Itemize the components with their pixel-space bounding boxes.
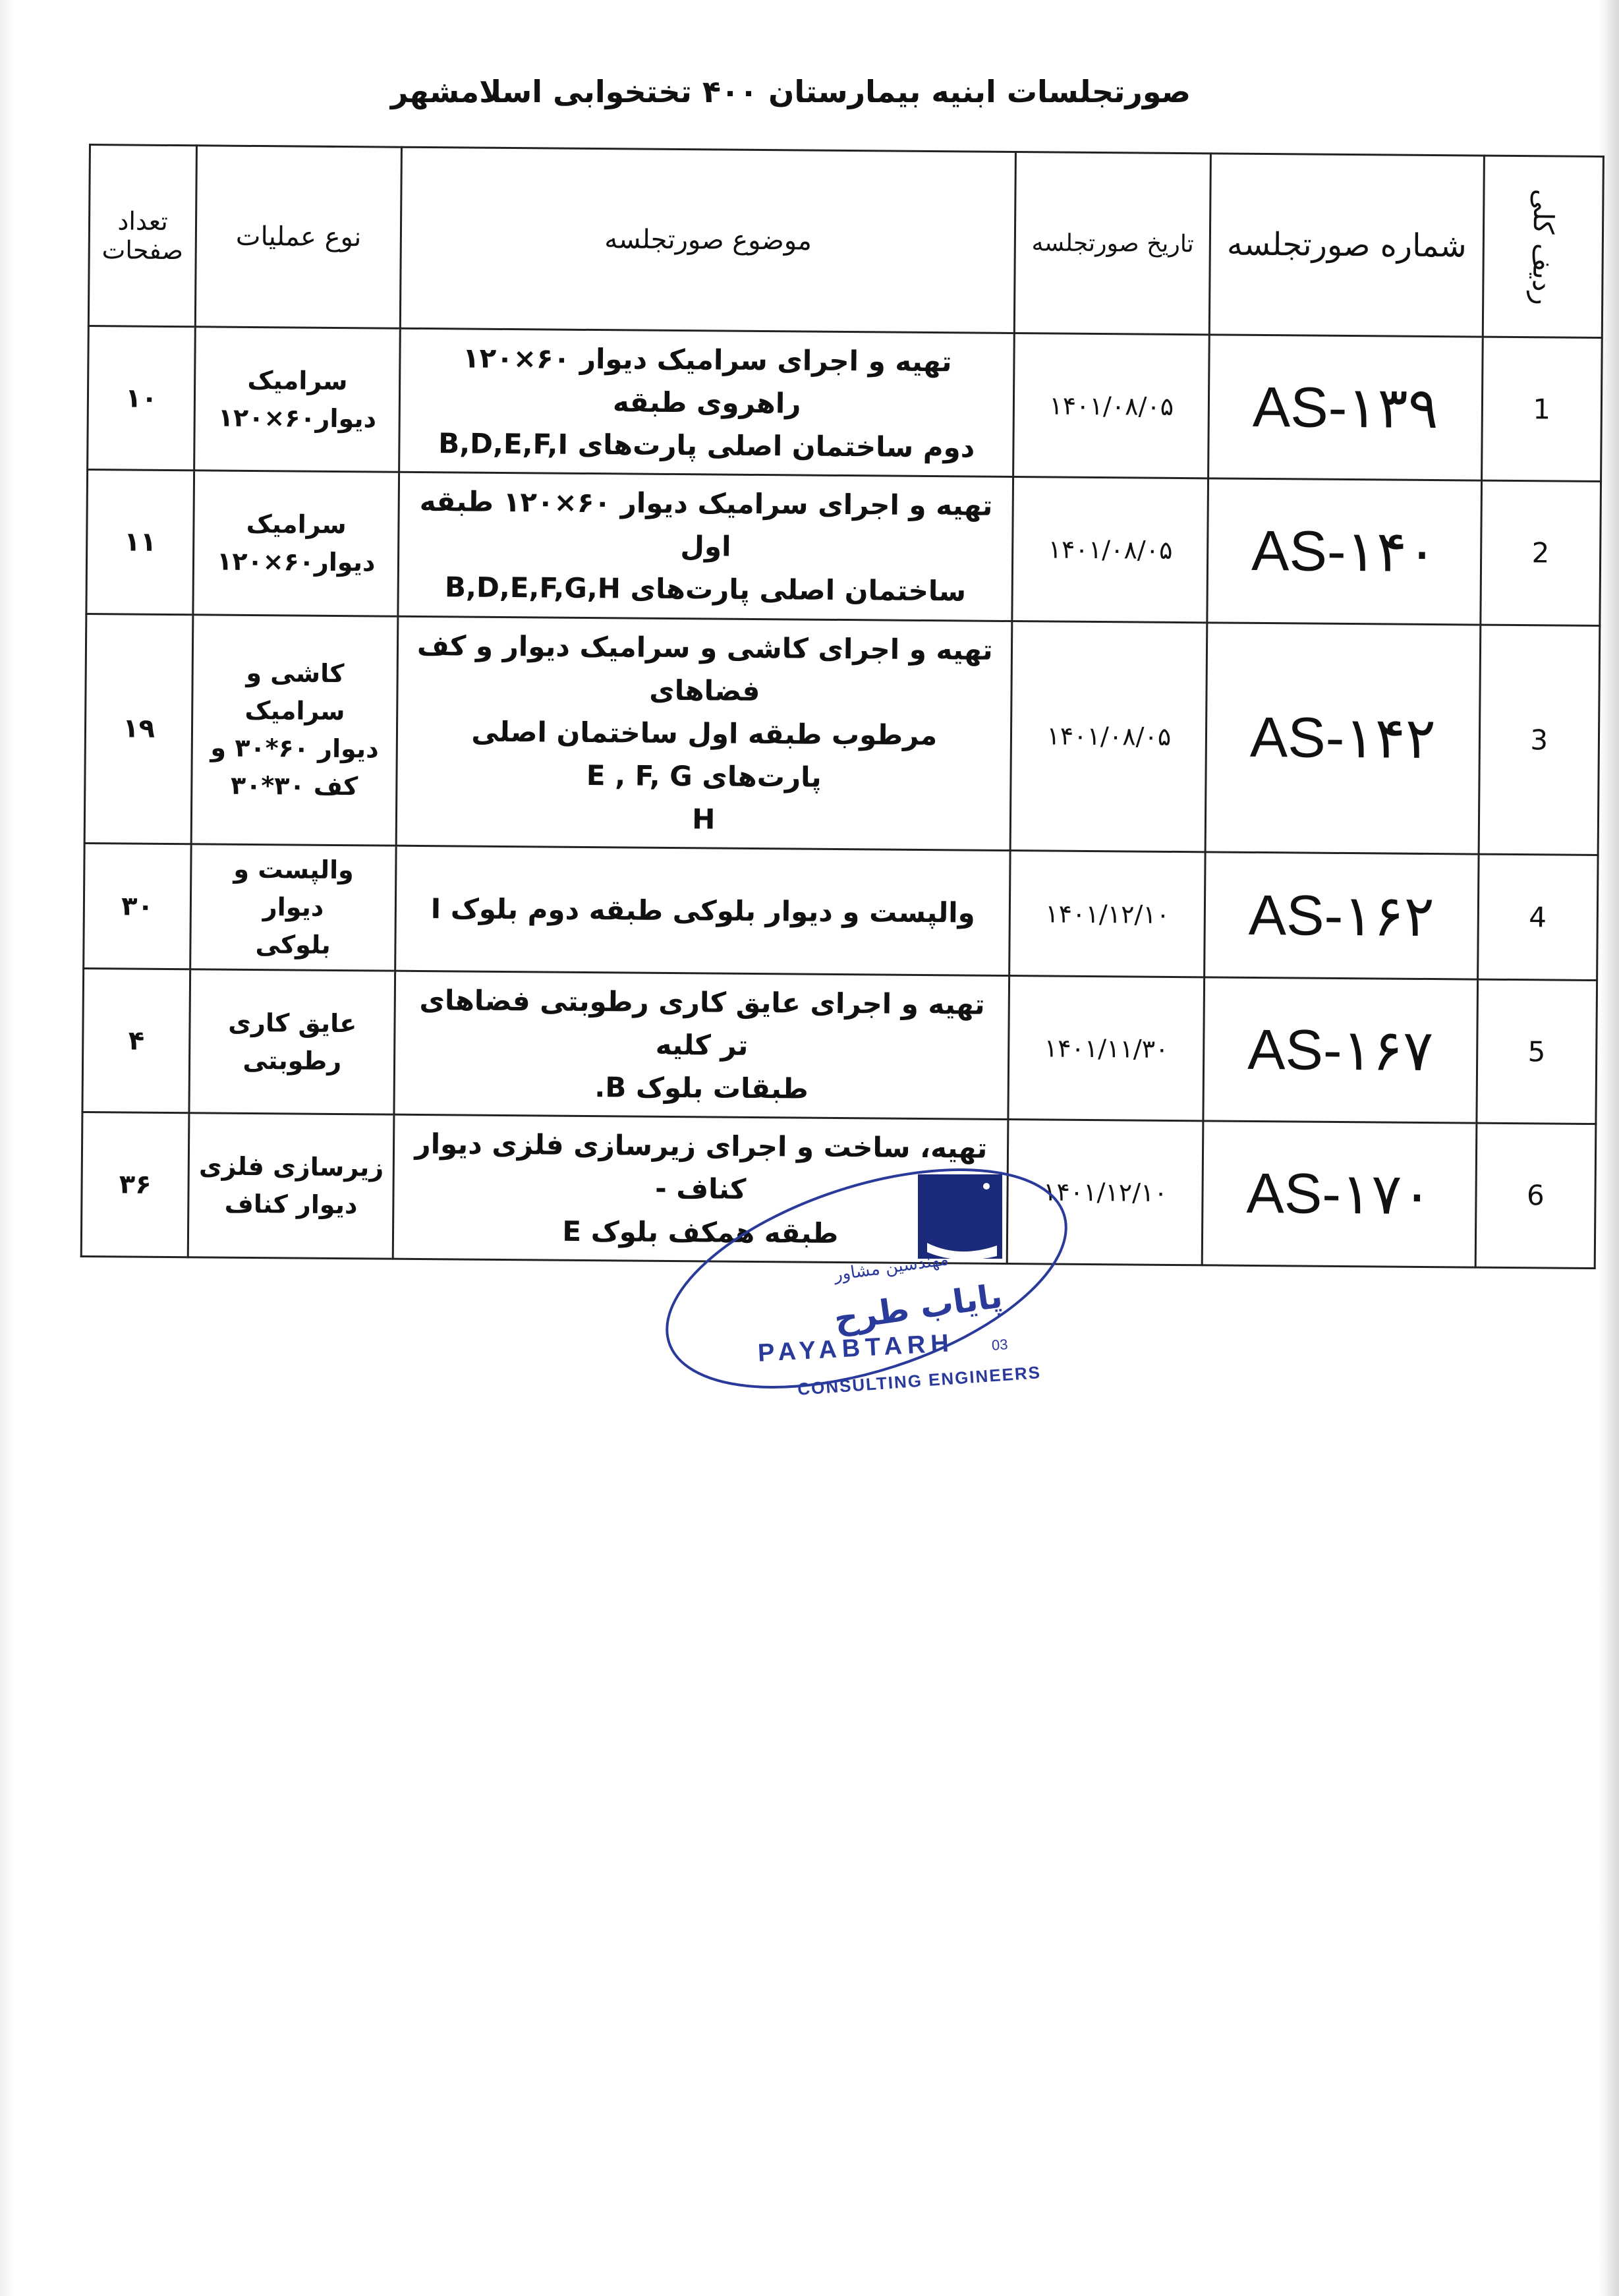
cell-subject [395, 846, 1010, 975]
header-row-number: ردیف کلی [1483, 156, 1604, 337]
cell-pages: ۳۶ [81, 1112, 189, 1257]
scan-left-edge [0, 0, 13, 2296]
document-title: صورتجلسات ابنیه بیمارستان ۴۰۰ تختخوابی اسلامشهر [390, 74, 1191, 109]
subject-line: طبقات بلوک B. [594, 1071, 809, 1105]
stamp-code: 03 [991, 1336, 1009, 1354]
cell-date: ۱۴۰۱/۱۱/۳۰ [1008, 976, 1205, 1122]
operation-line: دیوار۶۰×۱۲۰ [216, 546, 376, 577]
operation-line: بلوکی [255, 930, 331, 960]
cell-number: AS-۱۴۰ [1207, 478, 1481, 625]
header-operation-type: نوع عملیات [195, 146, 401, 328]
subject-line: تهیه و اجرای سرامیک دیوار ۶۰×۱۲۰ طبقه اول [419, 485, 993, 563]
subject-line: تهیه و اجرای عایق کاری رطوبتی فضاهای تر کلیه [419, 984, 985, 1062]
cell-number: AS-۱۷۰ [1203, 1121, 1477, 1267]
cell-subject [398, 472, 1013, 621]
subject-line: طبقه همکف بلوک E [562, 1215, 839, 1249]
operation-line: دیوار کناف [224, 1189, 358, 1220]
subject-line: تهیه، ساخت و اجرای زیرسازی فلزی دیوار کناف - [414, 1128, 988, 1206]
header-minutes-subject: موضوع صورتجلسه [401, 147, 1016, 333]
cell-number: AS-۱۶۲ [1205, 852, 1479, 979]
table-row [84, 614, 1600, 855]
cell-pages: ۴ [82, 969, 190, 1114]
table-row [84, 844, 1598, 981]
cell-date: ۱۴۰۱/۰۸/۰۵ [1010, 621, 1207, 852]
logo-dot-icon [983, 1183, 990, 1190]
cell-date: ۱۴۰۱/۰۸/۰۵ [1012, 477, 1208, 623]
operation-line: والپست و دیوار [233, 854, 354, 922]
cell-date: ۱۴۰۱/۱۲/۱۰ [1007, 1120, 1203, 1265]
cell-number: AS-۱۴۲ [1206, 622, 1481, 854]
cell-subject [394, 971, 1009, 1120]
header-page-count [88, 145, 196, 327]
cell-operation [189, 969, 395, 1115]
cell-number: AS-۱۳۹ [1208, 335, 1483, 481]
cell-row: 4 [1477, 854, 1598, 980]
subject-line: H [691, 803, 716, 836]
subject-line: مرطوب طبقه اول ساختمان اصلی پارت‌های E , F, G [471, 715, 938, 793]
stamp-subtitle-fa: مهندسین مشاور [832, 1249, 950, 1286]
subject-line: ساختمان اصلی پارت‌های B,D,E,F,G,H [444, 571, 967, 608]
cell-row: 3 [1479, 625, 1600, 855]
header-pages-line1: تعداد [117, 206, 168, 236]
subject-line: دوم ساختمان اصلی پارت‌های B,D,E,F,I [438, 427, 975, 464]
table-row [86, 470, 1601, 625]
cell-row: 1 [1481, 337, 1602, 482]
operation-line: رطوبتی [242, 1045, 342, 1076]
stamp-company-fa: پایاب طرح [832, 1277, 1005, 1338]
operation-line: عایق کاری [228, 1008, 357, 1038]
operation-line: دیوار۶۰×۱۲۰ [217, 403, 377, 434]
cell-operation [191, 614, 398, 846]
cell-pages: ۱۱ [86, 470, 194, 615]
operation-line: دیوار ۶۰*۳۰ و [210, 733, 379, 764]
cell-operation [193, 471, 399, 616]
cell-date: ۱۴۰۱/۱۲/۱۰ [1009, 851, 1206, 977]
table-row [82, 969, 1597, 1124]
operation-line: سرامیک [246, 509, 347, 540]
cell-pages: ۱۰ [88, 326, 196, 471]
operation-line: کاشی و سرامیک [244, 658, 345, 726]
cell-subject [399, 328, 1015, 477]
header-minutes-date: تاریخ صورتجلسه [1014, 152, 1210, 335]
cell-row: 2 [1480, 480, 1601, 625]
operation-line: زیرسازی فلزی [198, 1151, 384, 1182]
subject-line: تهیه و اجرای کاشی و سرامیک دیوار و کف فضاهای [416, 629, 993, 707]
cell-operation [190, 844, 397, 971]
operation-line: کف ۳۰*۳۰ [230, 771, 358, 801]
cell-pages: ۳۰ [84, 844, 192, 969]
cell-subject [397, 616, 1013, 851]
header-minutes-number: شماره صورتجلسه [1210, 154, 1484, 337]
minutes-table [80, 144, 1605, 1269]
table-row [88, 326, 1603, 482]
cell-operation [194, 327, 401, 473]
table-header-row [88, 145, 1603, 338]
company-stamp [649, 1134, 1084, 1430]
operation-line: سرامیک [247, 365, 348, 395]
cell-pages: ۱۹ [84, 614, 193, 844]
stamp-company-en: PAYABTARH [757, 1329, 955, 1367]
cell-row: 6 [1475, 1123, 1596, 1268]
cell-row: 5 [1476, 979, 1597, 1124]
subject-line: تهیه و اجرای سرامیک دیوار ۶۰×۱۲۰ راهروی طبقه [462, 341, 952, 420]
header-pages-line2: صفحات [101, 235, 184, 266]
cell-number: AS-۱۶۷ [1203, 977, 1477, 1124]
cell-operation [188, 1113, 394, 1259]
cell-date: ۱۴۰۱/۰۸/۰۵ [1013, 333, 1210, 479]
subject-line: والپست و دیوار بلوکی طبقه دوم بلوک I [430, 892, 975, 929]
stamp-subtitle-en: CONSULTING ENGINEERS [797, 1362, 1042, 1399]
